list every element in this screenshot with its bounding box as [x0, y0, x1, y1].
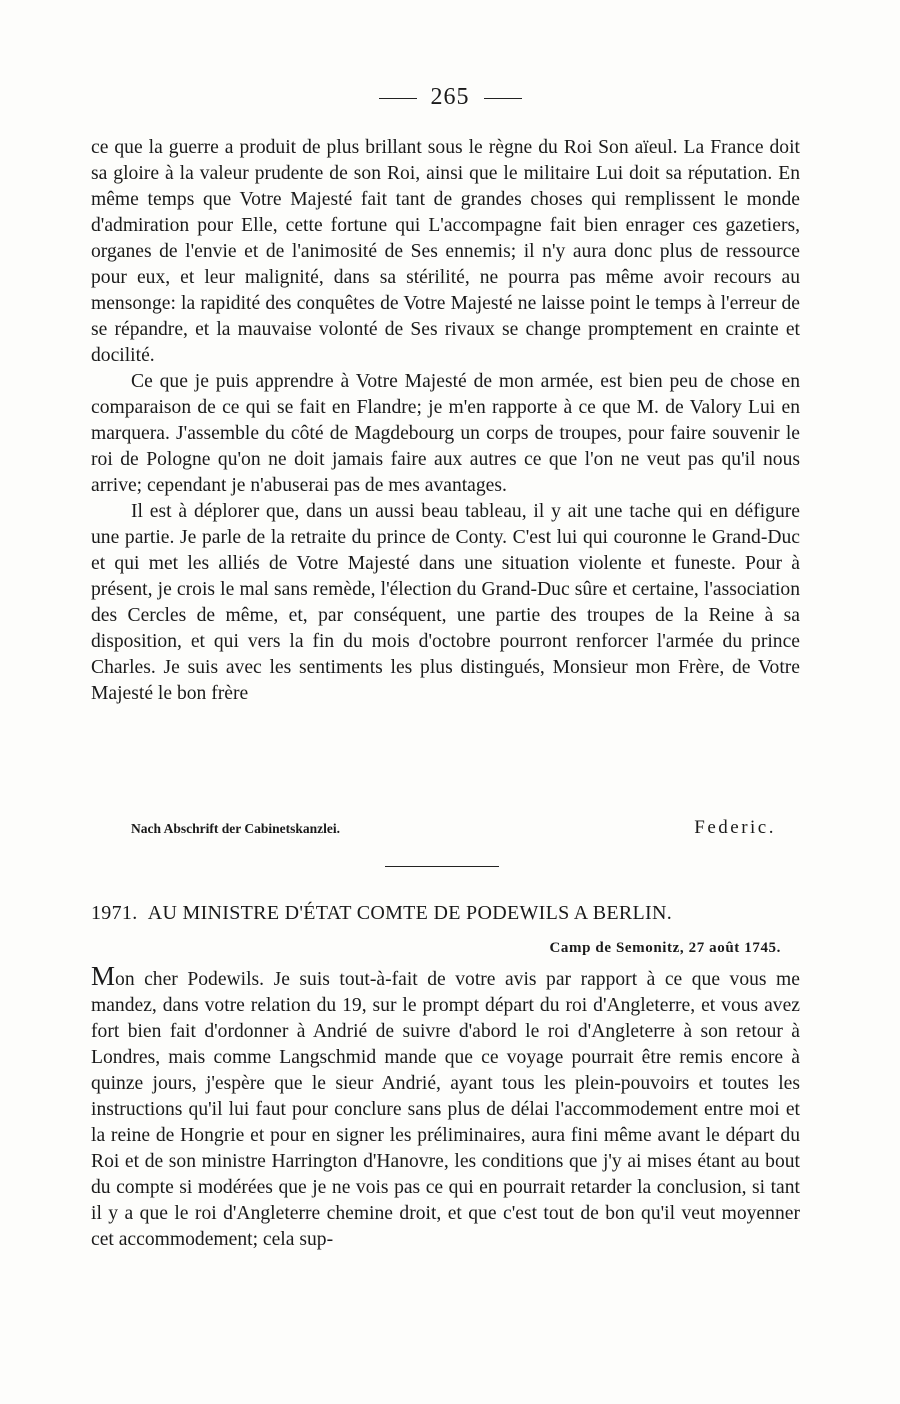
- drop-cap: M: [91, 961, 116, 991]
- entry-number: 1971.: [91, 902, 138, 924]
- letter-body: [91, 135, 800, 707]
- header-dash-left: [379, 98, 417, 99]
- section-divider: [385, 866, 499, 867]
- entry-heading: [91, 902, 800, 925]
- page-header: [0, 84, 900, 111]
- signature-line: [131, 817, 776, 839]
- paragraph-army: Ce que je puis apprendre à Votre Majesté de mon armée, est bien peu de chose en comparaison de ce qui se fait en Flandre; je m'en rapporte à ce que M. de Valory Lui en marquera. J'assemble du côté de Magdebourg un corps de troupes, pour faire souvenir le roi de Pologne qu'on ne doit jamais faire aux autres ce que l'on ne veut pas qu'il nous arrive; cependant je n'abuserai pas de mes avantages.: [91, 371, 800, 496]
- source-note: Nach Abschrift der Cabinetskanzlei.: [131, 821, 341, 836]
- entry-title: AU MINISTRE D'ÉTAT COMTE DE PODEWILS A BERLIN.: [147, 902, 673, 924]
- dateline: Camp de Semonitz, 27 août 1745.: [549, 940, 781, 956]
- entry-body: [91, 963, 800, 1253]
- signature: Federic.: [694, 817, 776, 838]
- entry-text: on cher Podewils. Je suis tout-à-fait de votre avis par rapport à ce que vous me mandez, dans votre relation du 19, sur le prompt départ du roi d'Angleterre, et vous avez fort bien fait d'ordonner à Andrié de suivre d'abord le roi d'Angleterre à son retour à Londres, mais comme Langschmid mande que ce voyage pourrait être remis encore à quinze jours, j'espère que le sieur Andrié, ayant tous les plein-pouvoirs et toutes les instructions qu'il lui faut pour conclure sans plus de délai l'accommodement entre moi et la reine de Hongrie et pour en signer les préliminaires, aura fini même avant le départ du Roi et de son ministre Harrington d'Hanovre, les conditions que j'y ai mises étant au bout du compte si modérées que je ne vois pas ce qui en pourrait retarder la conclusion, si tant il y a que le roi d'Angleterre chemine droit, et que c'est tout de bon qu'il veut moyenner cet accommodement; cela sup-: [91, 969, 800, 1250]
- page-number: 265: [430, 84, 470, 110]
- header-dash-right: [484, 98, 522, 99]
- paragraph-continued: ce que la guerre a produit de plus brillant sous le règne du Roi Son aïeul. La France doit sa gloire à la valeur prudente de son Roi, ainsi que le militaire Lui doit sa réputation. En même temps que Votre Majesté fait tant de grandes choses qui remplissent le monde d'admiration pour Elle, cette fortune qui L'accompagne fait bien enrager ces gazetiers, organes de l'envie et de l'animosité de Ses ennemis; il n'y aura donc plus de ressource pour eux, et leur malignité, dans sa stérilité, ne pourra pas même avoir recours au mensonge: la rapidité des conquêtes de Votre Majesté ne laisse point le temps à l'erreur de se répandre, et la mauvaise volonté de Ses rivaux se change promptement en crainte et docilité.: [91, 137, 800, 366]
- entry-paragraph: [91, 963, 800, 1253]
- paragraph-conty: Il est à déplorer que, dans un aussi beau tableau, il y ait une tache qui en défigure une partie. Je parle de la retraite du prince de Conty. C'est lui qui couronne le Grand-Duc et qui met les alliés de Votre Majesté dans une situation violente et funeste. Pour à présent, je crois le mal sans remède, l'élection du Grand-Duc sûre et certaine, l'association des Cercles de même, et, par conséquent, une partie des troupes de la Reine à sa disposition, et qui vers la fin du mois d'octobre pourront renforcer l'armée du prince Charles. Je suis avec les sentiments les plus distingués, Monsieur mon Frère, de Votre Majesté le bon frère: [91, 501, 800, 704]
